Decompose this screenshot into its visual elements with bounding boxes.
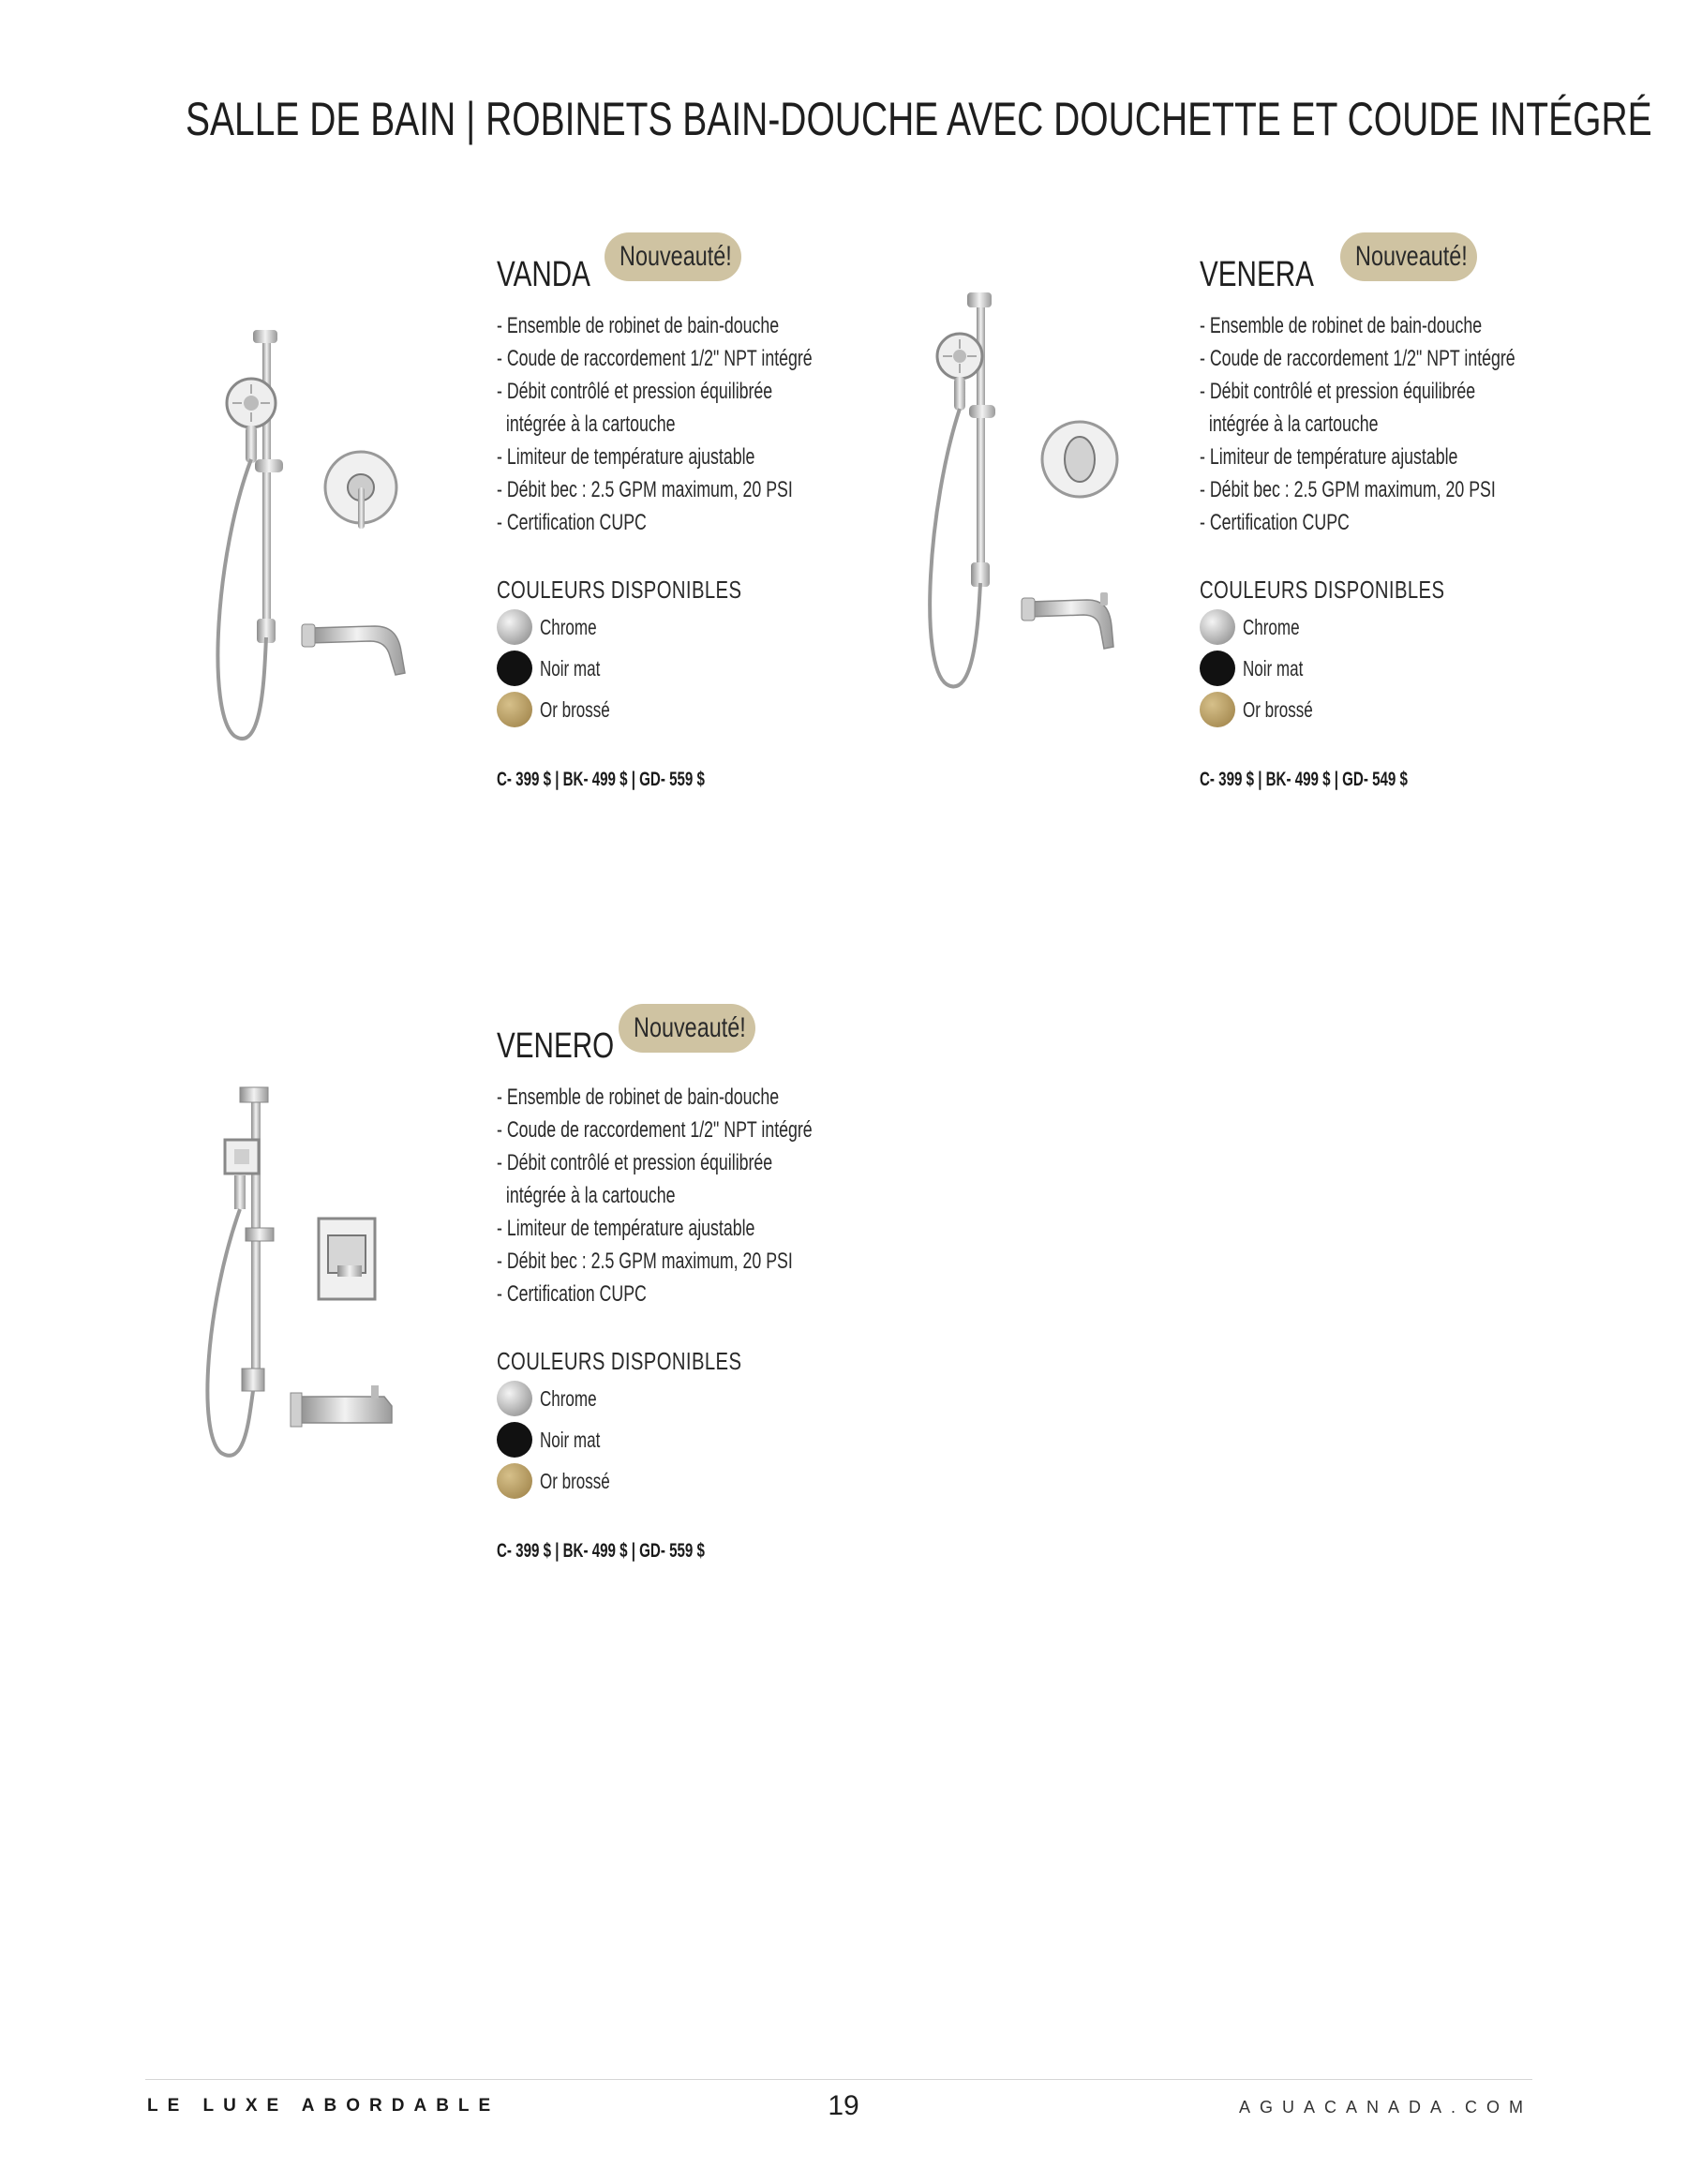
feature-list <box>497 1081 890 1310</box>
feature-item: - Débit contrôlé et pression équilibrée <box>497 379 773 404</box>
colors-title: COULEURS DISPONIBLES <box>1200 576 1445 604</box>
feature-item: - Certification CUPC <box>497 1281 647 1307</box>
footer-divider <box>145 2079 1532 2080</box>
color-option-chrome <box>497 1381 778 1418</box>
shower-set-oval-icon <box>918 281 1143 712</box>
color-label: Noir mat <box>1243 656 1304 681</box>
color-label: Chrome <box>1243 615 1300 639</box>
feature-item: - Débit contrôlé et pression équilibrée <box>497 1150 773 1175</box>
new-badge-label: Nouveauté! <box>1355 241 1468 272</box>
feature-item: intégrée à la cartouche <box>1200 411 1379 437</box>
feature-list <box>497 309 890 539</box>
color-label: Noir mat <box>540 656 601 681</box>
price-line: C- 399 $ | BK- 499 $ | GD- 549 $ <box>1200 769 1408 790</box>
new-badge <box>1340 232 1477 281</box>
gold-swatch <box>497 1463 532 1499</box>
color-option-or-brosse <box>497 692 778 729</box>
feature-item: - Coude de raccordement 1/2" NPT intégré <box>1200 346 1515 371</box>
feature-item: - Limiteur de température ajustable <box>1200 444 1458 470</box>
price-line: C- 399 $ | BK- 499 $ | GD- 559 $ <box>497 1540 705 1562</box>
product-name: VENERO <box>497 1026 615 1066</box>
color-option-chrome <box>497 609 778 647</box>
feature-item: - Ensemble de robinet de bain-douche <box>497 1085 780 1110</box>
new-badge <box>605 232 741 281</box>
feature-item: - Débit bec : 2.5 GPM maximum, 20 PSI <box>1200 477 1496 502</box>
footer-website: AGUACANADA.COM <box>1238 2098 1532 2117</box>
feature-item: - Coude de raccordement 1/2" NPT intégré <box>497 1117 813 1143</box>
feature-item: - Débit contrôlé et pression équilibrée <box>1200 379 1476 404</box>
black-swatch <box>497 1422 532 1458</box>
color-label: Or brossé <box>540 1469 610 1493</box>
product-card-venera <box>1200 241 1687 817</box>
feature-item: - Limiteur de température ajustable <box>497 1216 755 1241</box>
feature-item: intégrée à la cartouche <box>497 411 676 437</box>
product-card-venero <box>497 1012 1172 1589</box>
page-number: 19 <box>828 2090 859 2121</box>
product-name: VENERA <box>1200 255 1314 294</box>
chrome-swatch <box>497 609 532 645</box>
chrome-swatch <box>497 1381 532 1416</box>
color-option-chrome <box>1200 609 1481 647</box>
color-option-noir-mat <box>1200 651 1481 688</box>
chrome-swatch <box>1200 609 1235 645</box>
color-label: Or brossé <box>1243 697 1313 722</box>
new-badge-label: Nouveauté! <box>634 1012 746 1043</box>
feature-item: - Coude de raccordement 1/2" NPT intégré <box>497 346 813 371</box>
new-badge-label: Nouveauté! <box>620 241 732 272</box>
feature-item: - Débit bec : 2.5 GPM maximum, 20 PSI <box>497 1249 793 1274</box>
price-line: C- 399 $ | BK- 499 $ | GD- 559 $ <box>497 769 705 790</box>
feature-item: intégrée à la cartouche <box>497 1183 676 1208</box>
feature-item: - Limiteur de température ajustable <box>497 444 755 470</box>
footer-tagline: LE LUXE ABORDABLE <box>147 2096 500 2116</box>
feature-item: - Certification CUPC <box>1200 510 1350 535</box>
product-name: VANDA <box>497 255 590 294</box>
color-option-noir-mat <box>497 1422 778 1459</box>
shower-set-square-icon <box>187 1078 431 1472</box>
color-label: Chrome <box>540 615 597 639</box>
color-label: Chrome <box>540 1386 597 1411</box>
gold-swatch <box>497 692 532 727</box>
color-label: Noir mat <box>540 1428 601 1452</box>
feature-item: - Débit bec : 2.5 GPM maximum, 20 PSI <box>497 477 793 502</box>
color-label: Or brossé <box>540 697 610 722</box>
black-swatch <box>497 651 532 686</box>
feature-item: - Ensemble de robinet de bain-douche <box>497 313 780 338</box>
feature-list <box>1200 309 1593 539</box>
new-badge <box>619 1004 755 1053</box>
black-swatch <box>1200 651 1235 686</box>
gold-swatch <box>1200 692 1235 727</box>
feature-item: - Certification CUPC <box>497 510 647 535</box>
color-option-or-brosse <box>1200 692 1481 729</box>
colors-title: COULEURS DISPONIBLES <box>497 576 742 604</box>
shower-set-round-icon <box>187 319 431 769</box>
color-option-noir-mat <box>497 651 778 688</box>
page-title: SALLE DE BAIN | ROBINETS BAIN-DOUCHE AVEC DOUCHETTE ET COUDE INTÉGRÉ <box>186 93 1652 145</box>
colors-title: COULEURS DISPONIBLES <box>497 1347 742 1375</box>
color-option-or-brosse <box>497 1463 778 1501</box>
feature-item: - Ensemble de robinet de bain-douche <box>1200 313 1483 338</box>
